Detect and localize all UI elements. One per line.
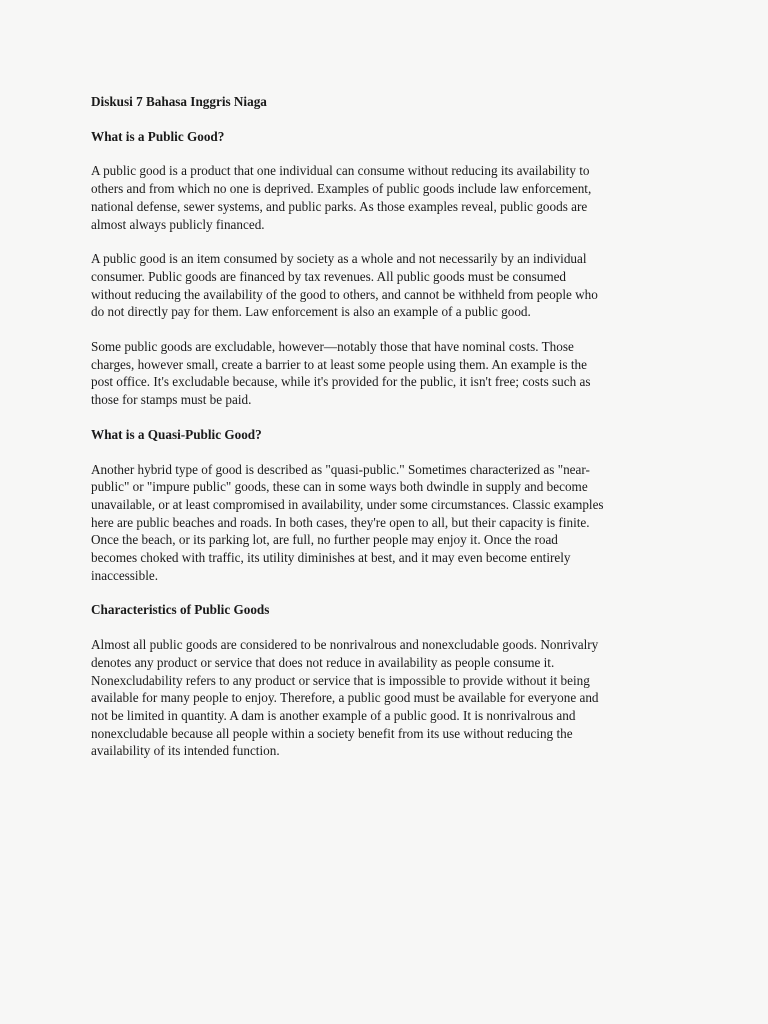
paragraph [91,461,681,585]
text-line: charges, however small, create a barrier to at least some people using them. An example is the [91,356,587,372]
paragraph [91,162,681,233]
text-line: becomes choked with traffic, its utility diminishes at best, and it may even become entirely [91,550,571,566]
paragraph [91,636,681,760]
text-line: A public good is an item consumed by society as a whole and not necessarily by an individual [91,251,587,267]
section-heading-quasi-public-good: What is a Quasi-Public Good? [91,426,262,442]
text-line: national defense, sewer systems, and public parks. As those examples reveal, public goods are [91,198,588,214]
document-title: Diskusi 7 Bahasa Inggris Niaga [91,94,267,109]
text-line: post office. It's excludable because, while it's provided for the public, it isn't free; costs such as [91,374,591,390]
text-line: consumer. Public goods are financed by tax revenues. All public goods must be consumed [91,268,567,284]
section-heading-characteristics: Characteristics of Public Goods [91,602,270,618]
text-line: public" or "impure public" goods, these can in some ways both dwindle in supply and become [91,479,588,495]
text-line: Some public goods are excludable, however—notably those that have nominal costs. Those [91,339,574,355]
text-line: Once the beach, or its parking lot, are full, no further people may enjoy it. Once the road [91,532,558,548]
text-line: others and from which no one is deprived. Examples of public goods include law enforcement, [91,181,592,197]
text-line: Another hybrid type of good is described as "quasi-public." Sometimes characterized as "near- [91,461,590,477]
paragraph [91,338,681,409]
text-line: almost always publicly financed. [91,216,265,232]
text-line: here are public beaches and roads. In both cases, they're open to all, but their capacity is finite. [91,514,590,530]
text-line: A public good is a product that one individual can consume without reducing its availability to [91,163,590,179]
section-heading-public-good: What is a Public Good? [91,128,225,144]
text-line: denotes any product or service that does not reduce in availability as people consume it. [91,654,555,670]
text-line: availability of its intended function. [91,743,280,759]
text-line: do not directly pay for them. Law enforcement is also an example of a public good. [91,304,531,320]
text-line: Almost all public goods are considered to be nonrivalrous and nonexcludable goods. Nonrivalry [91,637,599,653]
text-line: nonexcludable because all people within a society benefit from its use without reducing the [91,725,573,741]
text-line: Nonexcludability refers to any product or service that is impossible to provide without it being [91,672,590,688]
text-line: not be limited in quantity. A dam is another example of a public good. It is nonrivalrous and [91,707,576,723]
text-line: those for stamps must be paid. [91,392,252,408]
paragraph [91,250,681,321]
text-line: available for many people to enjoy. Therefore, a public good must be available for everyone and [91,690,599,706]
document-body [91,93,681,777]
text-line: unavailable, or at least compromised in availability, under some circumstances. Classic examples [91,496,604,512]
text-line: inaccessible. [91,567,159,583]
text-line: without reducing the availability of the good to others, and cannot be withheld from people who [91,286,598,302]
